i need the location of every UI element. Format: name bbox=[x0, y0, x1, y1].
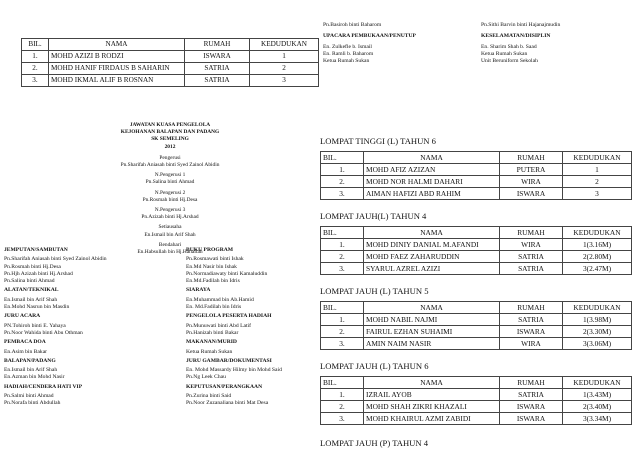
cell-bil: 1. bbox=[321, 239, 364, 251]
table-row bbox=[321, 176, 632, 188]
committee-title: 2012 bbox=[164, 143, 176, 150]
committee-role: N.Pengerusi 2 bbox=[154, 189, 186, 196]
header-rumah: RUMAH bbox=[185, 39, 250, 51]
role-member: En.Azman bin Mohd Nasir bbox=[4, 374, 65, 381]
text-line: Ketua Rumah Sukan bbox=[481, 50, 528, 57]
header-kedudukan: KEDUDUKAN bbox=[563, 377, 632, 389]
role-heading: JEMPUTAN/SAMBUTAN bbox=[4, 247, 68, 253]
committee-person: En.Ismail bin Arif Shah bbox=[144, 231, 196, 238]
committee-person: Pn.Salina binti Ahmad bbox=[145, 179, 195, 186]
text-line: En. Sharim Shah b. Saad bbox=[481, 43, 537, 50]
cell-nama: MOHD DINIY DANIAL M.AFANDI bbox=[364, 239, 500, 251]
text-line: En. Zulkefle b. Ismail bbox=[323, 43, 372, 50]
table-row bbox=[321, 314, 632, 326]
table-row bbox=[321, 338, 632, 350]
table-header-row bbox=[321, 377, 632, 389]
event-title: LOMPAT TINGGI (L) TAHUN 6 bbox=[320, 136, 436, 146]
cell-bil: 3. bbox=[321, 338, 364, 350]
role-member: Pn.Hanizah binti Bakar bbox=[186, 329, 239, 336]
table-row bbox=[321, 188, 632, 200]
table-header-row bbox=[321, 302, 632, 314]
cell-kedudukan: 1(3.43M) bbox=[563, 389, 632, 401]
cell-rumah: WIRA bbox=[500, 176, 563, 188]
role-heading: JURU ACARA bbox=[4, 313, 41, 320]
cell-bil: 2. bbox=[321, 401, 364, 413]
table-row bbox=[321, 251, 632, 263]
cell-nama: MOHD NOR HALMI DAHARI bbox=[364, 176, 500, 188]
committee-title: JAWATAN KUASA PENGELOLA bbox=[129, 122, 211, 128]
cell-rumah: SATRIA bbox=[500, 314, 563, 326]
header-nama: NAMA bbox=[364, 152, 500, 164]
cell-bil: 3. bbox=[321, 188, 364, 200]
cell-nama: AMIN NAIM NASIR bbox=[364, 338, 500, 350]
cell-bil: 1. bbox=[321, 314, 364, 326]
header-bil: BIL. bbox=[321, 302, 364, 314]
role-heading: HADIAH/CENDERA HATI VIP bbox=[4, 383, 83, 390]
cell-bil: 1. bbox=[321, 389, 364, 401]
event-title: LOMPAT JAUH(L) TAHUN 4 bbox=[320, 211, 427, 221]
cell-bil: 2. bbox=[22, 63, 49, 75]
role-member: Pn.Rosmawati binti Ishak bbox=[186, 256, 244, 263]
cell-bil: 2. bbox=[321, 326, 364, 338]
cell-nama: MOHD FAEZ ZAHARUDDIN bbox=[364, 251, 500, 263]
role-member: Pn.Hjh Azizah binti Hj.Arshad bbox=[4, 270, 73, 277]
table-row bbox=[321, 326, 632, 338]
cell-nama: AIMAN HAFIZI ABD RAHIM bbox=[364, 188, 500, 200]
cell-rumah: ISWARA bbox=[500, 188, 563, 200]
table-row bbox=[22, 75, 319, 87]
header-bil: BIL. bbox=[321, 377, 364, 389]
cell-bil: 2. bbox=[321, 176, 364, 188]
cell-bil: 2. bbox=[321, 251, 364, 263]
role-member: Pn.Zurina binti Said bbox=[186, 393, 232, 400]
role-member: En.Mohd Nasrun bin Masdin bbox=[4, 304, 70, 311]
table-row bbox=[321, 413, 632, 425]
role-heading: BALAPAN/PADANG bbox=[4, 357, 56, 364]
header-nama: NAMA bbox=[364, 302, 500, 314]
header-bil: BIL. bbox=[321, 152, 364, 164]
cell-kedudukan: 2 bbox=[563, 176, 632, 188]
role-member: Pn.Noor Wahida binti Abu Othman bbox=[4, 329, 83, 336]
table-row bbox=[321, 239, 632, 251]
role-member: Pn.Salina binti Ahmad bbox=[4, 278, 55, 285]
header-rumah: RUMAH bbox=[500, 152, 563, 164]
header-kedudukan: KEDUDUKAN bbox=[563, 227, 632, 239]
events-column bbox=[320, 135, 632, 450]
role-member: Pn.Ng Leek Chau bbox=[186, 374, 226, 381]
committee-person: Pn.Azizah binti Hj.Arshad bbox=[141, 214, 199, 221]
cell-nama: IZRAIL AYOB bbox=[364, 389, 500, 401]
table-header-row bbox=[321, 227, 632, 239]
table-row bbox=[321, 263, 632, 275]
cell-nama: MOHD SHAH ZIKRI KHAZALI bbox=[364, 401, 500, 413]
committee-title: SK SEMELING bbox=[151, 136, 189, 143]
cell-kedudukan: 2(3.40M) bbox=[563, 401, 632, 413]
committee-person: Pn.Rosmah binti Hj.Desa bbox=[142, 196, 198, 203]
cell-kedudukan: 3(3.06M) bbox=[563, 338, 632, 350]
role-member: Pn.Norafa binti Abdullah bbox=[4, 400, 61, 407]
event-title: LOMPAT JAUH (P) TAHUN 4 bbox=[320, 438, 429, 448]
text-line: Pn.Sithi Barvin binti Hajanajmudin bbox=[481, 22, 561, 28]
text-line: En. Ramli b. Baharom bbox=[323, 50, 374, 57]
cell-nama: MOHD NABIL NAJMI bbox=[364, 314, 500, 326]
section-heading: UPACARA PEMBUKAAN/PENUTUP bbox=[323, 33, 416, 40]
event-table bbox=[320, 226, 632, 275]
roles-left-column bbox=[4, 247, 164, 408]
role-heading: JURU GAMBAR/DOKUMENTASI bbox=[186, 357, 272, 364]
committee-role: Pengerusi bbox=[159, 154, 181, 161]
cell-kedudukan: 2(2.80M) bbox=[563, 251, 632, 263]
event-table bbox=[320, 376, 632, 425]
cell-rumah: SATRIA bbox=[500, 251, 563, 263]
cell-kedudukan: 1 bbox=[563, 164, 632, 176]
cell-bil: 3. bbox=[22, 75, 49, 87]
cell-nama: MOHD IKMAL ALIF B ROSNAN bbox=[49, 75, 185, 87]
role-member: En.Md Nasir bin Ishak bbox=[186, 263, 237, 270]
cell-rumah: ISWARA bbox=[185, 51, 250, 63]
role-member: En. Md.Fadilah bin Idris bbox=[186, 304, 242, 311]
cell-rumah: SATRIA bbox=[185, 63, 250, 75]
header-bil: BIL. bbox=[22, 39, 49, 51]
table-header-row bbox=[22, 39, 319, 51]
cell-kedudukan: 3(2.47M) bbox=[563, 263, 632, 275]
role-heading: PEMBACA DOA bbox=[4, 339, 46, 346]
role-member: PN.Tohiroh binti E. Yahaya bbox=[4, 322, 66, 329]
committee-person: Pn.Sharifah Aniasah binti Syed Zainol Abidin bbox=[120, 162, 220, 169]
header-nama: NAMA bbox=[364, 227, 500, 239]
cell-nama: MOHD HANIF FIRDAUS B SAHARIN bbox=[49, 63, 185, 75]
cell-rumah: ISWARA bbox=[500, 413, 563, 425]
role-heading: MAKANAN/MURID bbox=[186, 339, 237, 346]
role-heading: PENGELOLA PESERTA HADIAH bbox=[186, 313, 272, 320]
cell-bil: 3. bbox=[321, 263, 364, 275]
role-member: En.Ismail bin Arif Shah bbox=[4, 296, 58, 303]
event-table bbox=[320, 151, 632, 200]
cell-rumah: PUTERA bbox=[500, 164, 563, 176]
table-row bbox=[321, 401, 632, 413]
role-member: Pn.Salmi binti Ahmad bbox=[4, 393, 54, 400]
table-row bbox=[321, 389, 632, 401]
role-member: Pn.Normadiawaty binti Kamaluddin bbox=[186, 270, 268, 277]
header-nama: NAMA bbox=[364, 377, 500, 389]
cell-nama: MOHD AZIZI B RODZI bbox=[49, 51, 185, 63]
cell-kedudukan: 3 bbox=[563, 188, 632, 200]
cell-kedudukan: 2 bbox=[250, 63, 319, 75]
cell-bil: 1. bbox=[321, 164, 364, 176]
cell-kedudukan: 3(3.34M) bbox=[563, 413, 632, 425]
committee-role: N.Pengerusi 1 bbox=[154, 172, 186, 179]
role-member: Pn.Munuwati binti Abd Latif bbox=[186, 322, 251, 329]
role-member: Ketua Rumah Sukan bbox=[186, 348, 233, 355]
top-right-col1 bbox=[323, 22, 473, 65]
role-member: Pn.Noor Zuzanaliana binti Mat Desa bbox=[186, 400, 269, 407]
cell-bil: 3. bbox=[321, 413, 364, 425]
cell-nama: SYARUL AZREL AZIZI bbox=[364, 263, 500, 275]
role-heading: KEPUTUSAN/PERANGKAAN bbox=[186, 383, 263, 390]
results-table-left bbox=[21, 38, 319, 87]
cell-rumah: WIRA bbox=[500, 338, 563, 350]
cell-rumah: ISWARA bbox=[500, 326, 563, 338]
header-rumah: RUMAH bbox=[500, 377, 563, 389]
cell-rumah: WIRA bbox=[500, 239, 563, 251]
role-heading: BUKU PROGRAM bbox=[186, 247, 234, 253]
text-line: Ketua Rumah Sukan bbox=[323, 58, 370, 65]
table-header-row bbox=[321, 152, 632, 164]
role-member: Pn.Sharifah Aniasah binti Syed Zainol Abidin bbox=[4, 256, 107, 263]
cell-rumah: SATRIA bbox=[500, 389, 563, 401]
committee-role: Bendahari bbox=[158, 241, 182, 248]
role-heading: ALATAN/TEKNIKAL bbox=[4, 287, 59, 294]
cell-nama: FAIRUL EZHAN SUHAIMI bbox=[364, 326, 500, 338]
cell-nama: MOHD AFIZ AZIZAN bbox=[364, 164, 500, 176]
header-kedudukan: KEDUDUKAN bbox=[250, 39, 319, 51]
table-row bbox=[22, 63, 319, 75]
table-row bbox=[22, 51, 319, 63]
committee-person: En.Habsullah bin Hj.Hanafiah bbox=[137, 249, 203, 256]
committee-block bbox=[80, 122, 260, 256]
text-line: Unit Beruniform Sekolah bbox=[481, 58, 538, 65]
table-row bbox=[321, 164, 632, 176]
cell-rumah: SATRIA bbox=[500, 263, 563, 275]
role-heading: SIARAYA bbox=[186, 287, 211, 294]
section-heading: KESELAMATAN/DISIPLIN bbox=[481, 33, 551, 40]
role-member: En.Ismail bin Arif Shah bbox=[4, 367, 58, 374]
committee-title: KEJOHANAN BALAPAN DAN PADANG bbox=[120, 129, 220, 136]
roles-right-column bbox=[186, 247, 321, 408]
role-member: En. Mohd Massardy Hilmy bin Mohd Said bbox=[186, 367, 282, 374]
event-title: LOMPAT JAUH (L) TAHUN 5 bbox=[320, 286, 429, 296]
event-table bbox=[320, 301, 632, 350]
header-nama: NAMA bbox=[49, 39, 185, 51]
cell-kedudukan: 2(3.30M) bbox=[563, 326, 632, 338]
role-member: Pn.Rosmah binti Hj.Desa bbox=[4, 263, 61, 270]
committee-role: Setiausaha bbox=[158, 224, 182, 231]
cell-rumah: SATRIA bbox=[185, 75, 250, 87]
event-title: LOMPAT JAUH (L) TAHUN 6 bbox=[320, 361, 429, 371]
cell-kedudukan: 1(3.98M) bbox=[563, 314, 632, 326]
header-kedudukan: KEDUDUKAN bbox=[563, 152, 632, 164]
cell-nama: MOHD KHAIRUL AZMI ZABIDI bbox=[364, 413, 500, 425]
header-bil: BIL. bbox=[321, 227, 364, 239]
cell-rumah: ISWARA bbox=[500, 401, 563, 413]
role-member: En.Md.Fadilah bin Idris bbox=[186, 278, 240, 285]
cell-kedudukan: 1 bbox=[250, 51, 319, 63]
top-right-col2 bbox=[481, 22, 631, 65]
cell-kedudukan: 1(3.16M) bbox=[563, 239, 632, 251]
role-member: En.Muhammad bin Ab.Hamid bbox=[186, 296, 254, 303]
role-member: En.Asim bin Bakar bbox=[4, 348, 48, 355]
header-rumah: RUMAH bbox=[500, 227, 563, 239]
header-rumah: RUMAH bbox=[500, 302, 563, 314]
header-kedudukan: KEDUDUKAN bbox=[563, 302, 632, 314]
committee-role: N.Pengerusi 3 bbox=[154, 207, 186, 214]
text-line: Pn.Basiroh binti Baharom bbox=[323, 22, 382, 28]
cell-bil: 1. bbox=[22, 51, 49, 63]
cell-kedudukan: 3 bbox=[250, 75, 319, 87]
